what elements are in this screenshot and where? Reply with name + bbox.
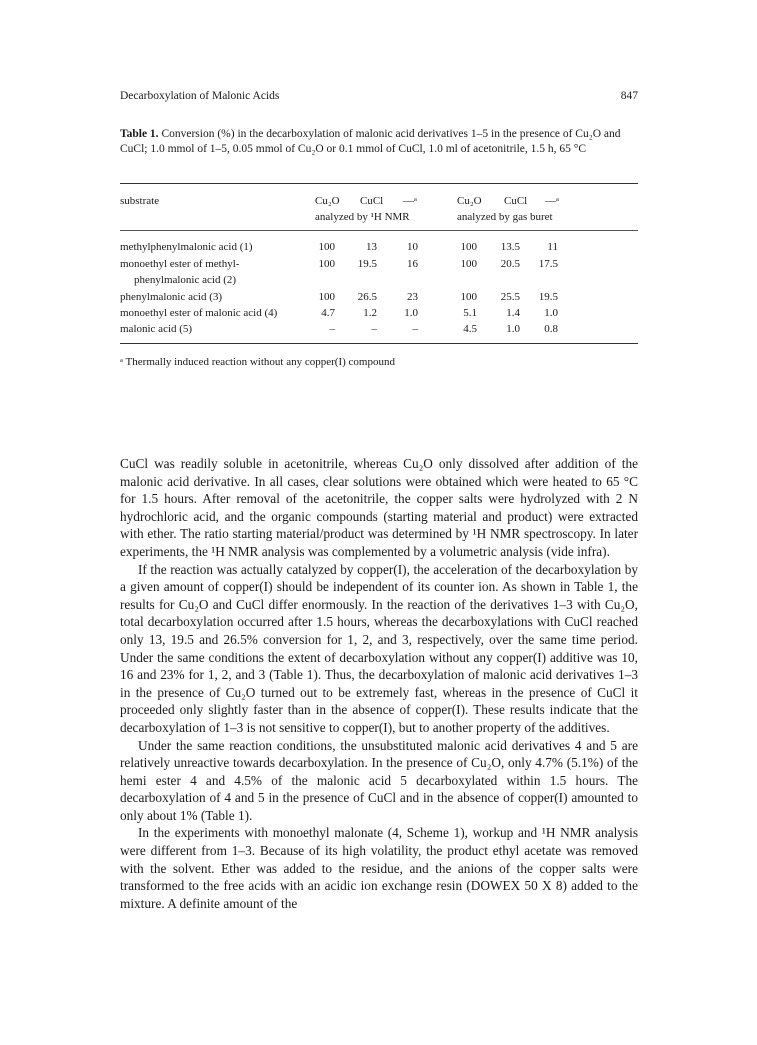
row-1-val-4: 100: [460, 241, 477, 253]
row-2-val-4: 100: [460, 258, 477, 270]
row-2-substrate: monoethyl ester of methyl-: [120, 258, 240, 270]
header-g1-none: —ᵃ: [403, 195, 418, 207]
row-5-val-2: –: [371, 323, 377, 335]
table-caption: [120, 127, 638, 157]
row-4-val-6: 1.0: [544, 307, 558, 319]
running-head-title: Decarboxylation of Malonic Acids: [120, 90, 280, 102]
row-2-val-5: 20.5: [500, 258, 520, 270]
row-5-substrate: malonic acid (5): [120, 323, 193, 335]
header-g2-label: analyzed by gas buret: [457, 211, 553, 223]
row-3-val-6: 19.5: [538, 291, 558, 303]
row-5-val-6: 0.8: [544, 323, 558, 335]
row-2-val-2: 19.5: [357, 258, 377, 270]
body-text: [120, 455, 638, 912]
row-3-val-4: 100: [460, 291, 477, 303]
row-5-val-3: –: [412, 323, 418, 335]
header-g2-cu2o: Cu₂O: [457, 195, 482, 207]
row-2-val-6: 17.5: [538, 258, 558, 270]
table-footnote: ᵃ Thermally induced reaction without any copper(I) compound: [120, 356, 395, 368]
row-5-val-4: 4.5: [463, 323, 477, 335]
row-5-val-1: –: [329, 323, 335, 335]
header-g2-cucl: CuCl: [504, 195, 528, 207]
table-caption-text: Conversion (%) in the decarboxylation of malonic acid derivatives 1–5 in the presence of Cu₂O and CuCl; 1.0 mmol of 1–5, 0.05 mmol of Cu₂O or 0.1 mmol of CuCl, 1.0 ml of acetonitrile, 1.5 h, 65 °C: [120, 128, 621, 155]
body-paragraph-2: If the reaction was actually catalyzed by copper(I), the acceleration of the decarboxylation by a given amount of copper(I) should be independent of its counter ion. As shown in Table 1, the results for Cu₂O and CuCl differ enormously. In the reaction of the derivatives 1–3 with Cu₂O, total decarboxylation occurred after 1.5 hours, whereas the decarboxylations with CuCl reached only 13, 19.5 and 26.5% conversion for 1, 2, and 3, respectively, over the same time period. Under the same conditions the extent of decarboxylation without any copper(I) additive was 10, 16 and 23% for 1, 2, and 3 (Table 1). Thus, the decarboxylation of malonic acid derivatives 1–3 in the presence of Cu₂O turned out to be extremely fast, whereas in the presence of CuCl it proceeded only slightly faster than in the absence of copper(I). These results indicate that the decarboxylation of 1–3 is not sensitive to copper(I), but to another property of the additives.: [120, 561, 638, 735]
row-3-val-2: 26.5: [357, 291, 377, 303]
row-1-val-3: 10: [407, 241, 418, 253]
row-1-val-1: 100: [318, 241, 335, 253]
header-g1-label: analyzed by ¹H NMR: [315, 211, 410, 223]
row-4-val-2: 1.2: [363, 307, 377, 319]
row-1-val-5: 13.5: [500, 241, 520, 253]
body-paragraph-1: CuCl was readily soluble in acetonitrile, whereas Cu₂O only dissolved after addition of the malonic acid derivative. In all cases, clear solutions were obtained which were heated to 65 °C for 1.5 hours. After removal of the acetonitrile, the copper salts were hydrolyzed with 2 N hydrochloric acid, and the organic compounds (starting material and product) were extracted with ether. The ratio starting material/product was determined by ¹H NMR spectroscopy. In later experiments, the ¹H NMR analysis was complemented by a volumetric analysis (vide infra).: [120, 456, 638, 559]
row-3-val-3: 23: [407, 291, 418, 303]
row-1-substrate: methylphenylmalonic acid (1): [120, 241, 253, 253]
body-paragraph-4: In the experiments with monoethyl malonate (4, Scheme 1), workup and ¹H NMR analysis were different from 1–3. Because of its high volatility, the product ethyl acetate was removed with the solvent. Ether was added to the residue, and the anions of the copper salts were transformed to the free acids with an acidic ion exchange resin (DOWEX 50 X 8) added to the mixture. A definite amount of the: [120, 825, 638, 911]
header-g1-cucl: CuCl: [360, 195, 384, 207]
row-5-val-5: 1.0: [506, 323, 520, 335]
row-4-val-1: 4.7: [321, 307, 335, 319]
row-2-val-1: 100: [318, 258, 335, 270]
row-3-val-1: 100: [318, 291, 335, 303]
row-4-val-3: 1.0: [404, 307, 418, 319]
table-label: Table 1.: [120, 128, 159, 140]
row-1-val-2: 13: [366, 241, 377, 253]
row-4-val-4: 5.1: [463, 307, 477, 319]
row-4-val-5: 1.4: [506, 307, 520, 319]
body-paragraph-3: Under the same reaction conditions, the unsubstituted malonic acid derivatives 4 and 5 are relatively unreactive towards decarboxylation. In the presence of Cu₂O, only 4.7% (5.1%) of the hemi ester 4 and 4.5% of the malonic acid 5 decarboxylated within 1.5 hours. The decarboxylation of 4 and 5 in the presence of CuCl and in the absence of copper(I) amounted to only about 1% (Table 1).: [120, 737, 638, 823]
header-g1-cu2o: Cu₂O: [315, 195, 340, 207]
header-g2-none: —ᵃ: [545, 195, 560, 207]
row-4-substrate: monoethyl ester of malonic acid (4): [120, 307, 278, 319]
row-1-val-6: 11: [547, 241, 558, 253]
row-3-substrate: phenylmalonic acid (3): [120, 291, 223, 303]
table-top-rule: [120, 183, 638, 184]
table-bottom-rule: [120, 343, 638, 344]
row-2-val-3: 16: [407, 258, 418, 270]
table-header-rule: [120, 230, 638, 231]
page-number: 847: [620, 90, 638, 102]
header-substrate: substrate: [120, 195, 160, 207]
row-2-substrate-cont: phenylmalonic acid (2): [134, 274, 237, 286]
row-3-val-5: 25.5: [500, 291, 520, 303]
